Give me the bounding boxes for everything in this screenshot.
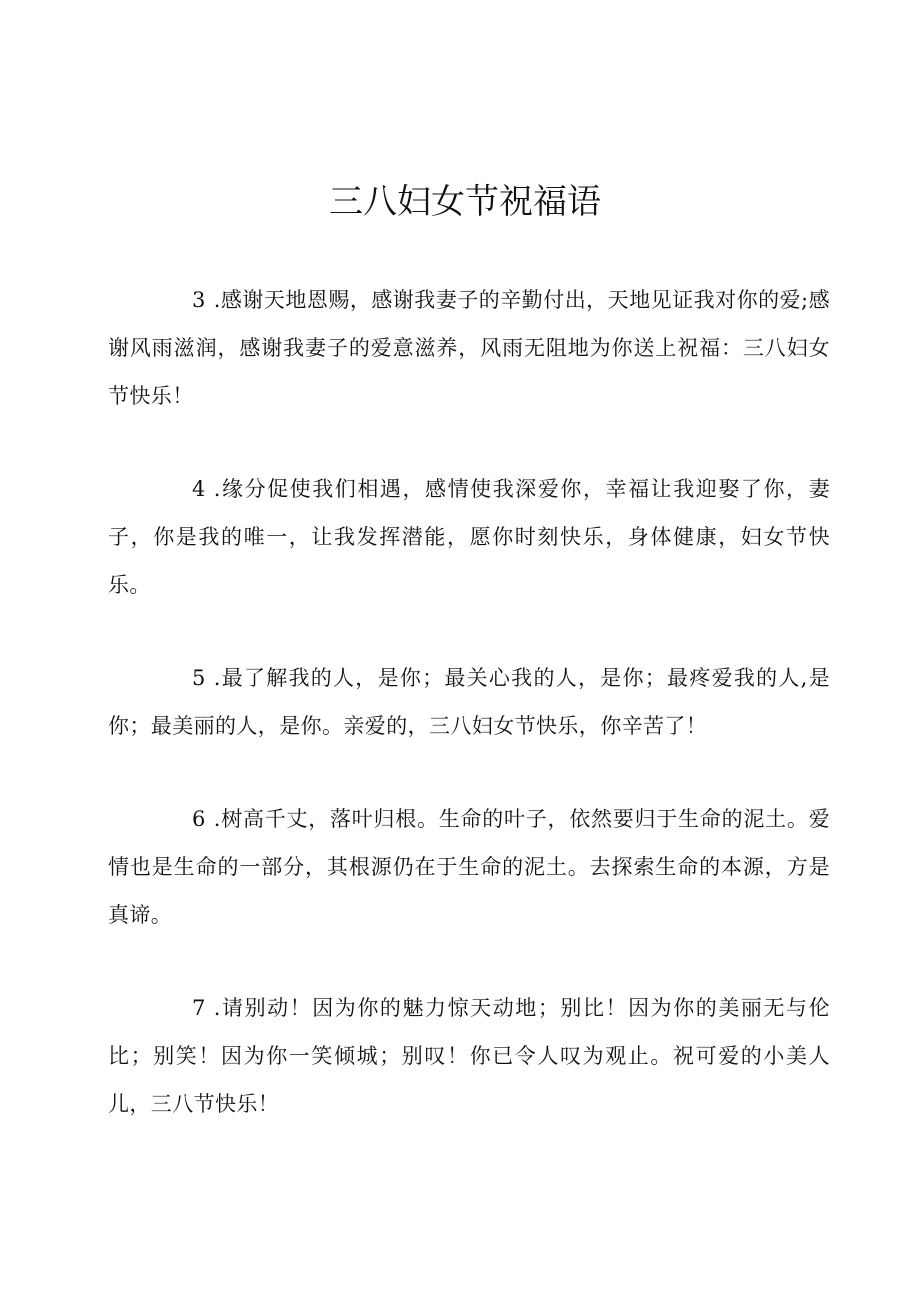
paragraph-number: 6 bbox=[192, 807, 206, 831]
paragraph-6 bbox=[108, 795, 830, 939]
paragraph-text: .缘分促使我们相遇，感情使我深爱你，幸福让我迎娶了你，妻子，你是我的唯一，让我发挥潜能，愿你时刻快乐，身体健康，妇女节快乐。 bbox=[108, 477, 830, 597]
document-title: 三八妇女节祝福语 bbox=[329, 182, 601, 222]
paragraph-5 bbox=[108, 654, 830, 750]
paragraph-text: .请别动！因为你的魅力惊天动地；别比！因为你的美丽无与伦比；别笑！因为你一笑倾城；别叹！你已令人叹为观止。祝可爱的小美人儿，三八节快乐！ bbox=[108, 996, 830, 1116]
paragraph-text: .最了解我的人，是你；最关心我的人，是你；最疼爱我的人,是你；最美丽的人，是你。亲爱的，三八妇女节快乐，你辛苦了！ bbox=[108, 666, 830, 738]
document-body bbox=[108, 276, 830, 1173]
paragraph-text: .感谢天地恩赐，感谢我妻子的辛勤付出，天地见证我对你的爱;感谢风雨滋润，感谢我妻子的爱意滋养，风雨无阻地为你送上祝福：三八妇女节快乐！ bbox=[108, 288, 830, 408]
paragraph-3 bbox=[108, 276, 830, 420]
paragraph-text: .树高千丈，落叶归根。生命的叶子，依然要归于生命的泥土。爱情也是生命的一部分，其根源仍在于生命的泥土。去探索生命的本源，方是真谛。 bbox=[108, 807, 830, 927]
paragraph-number: 3 bbox=[192, 288, 206, 312]
paragraph-number: 5 bbox=[192, 666, 206, 690]
paragraph-number: 7 bbox=[192, 996, 206, 1020]
paragraph-7 bbox=[108, 984, 830, 1128]
paragraph-number: 4 bbox=[192, 477, 206, 501]
paragraph-4 bbox=[108, 465, 830, 609]
